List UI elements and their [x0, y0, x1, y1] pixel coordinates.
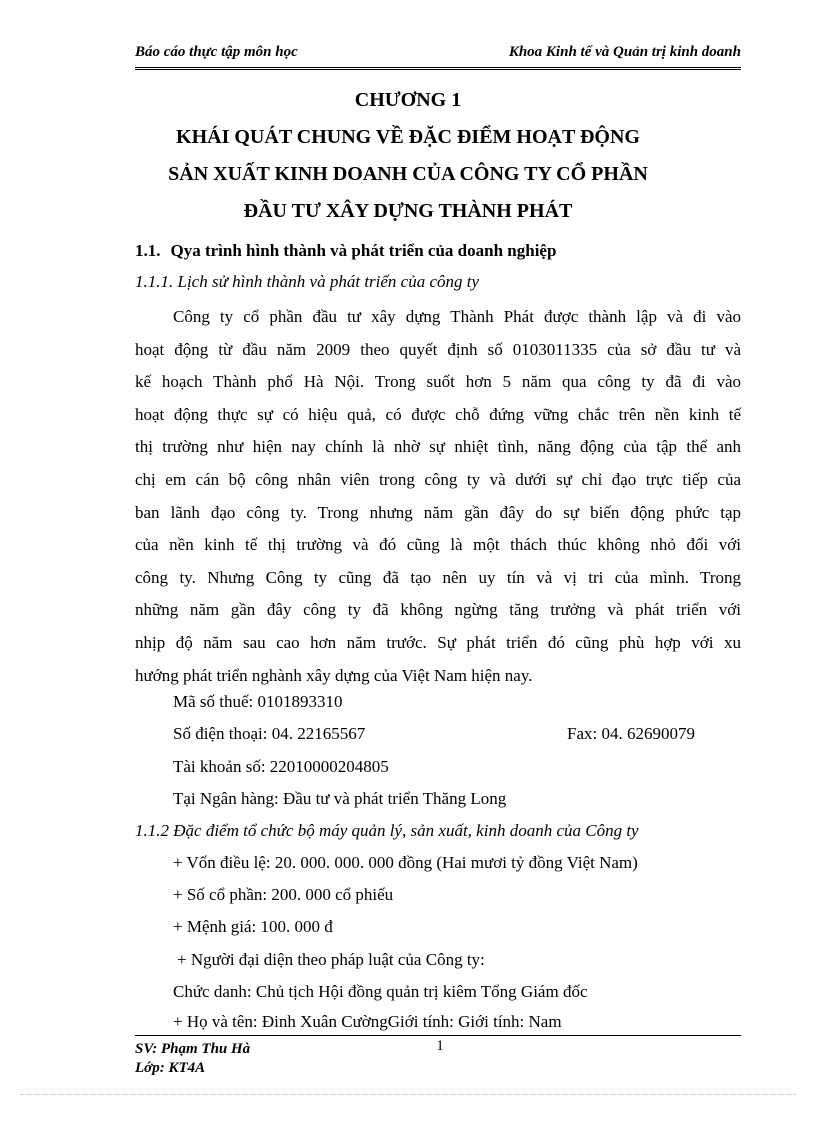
par-value: + Mệnh giá: 100. 000 đ [173, 917, 333, 936]
tax-code: Mã số thuế: 0101893310 [173, 692, 343, 711]
paragraph-line: của nền kinh tế thị trường và đó cũng là một thách thúc không nhỏ đối với [135, 535, 741, 555]
paragraph-line: hoạt động thực sự có hiệu quả, có được chỗ đứng vững chắc trên nền kinh tế [135, 404, 741, 424]
paragraph-line: thị trường như hiện nay chính là nhờ sự nhiệt tình, năng động của tập thể anh [135, 437, 741, 457]
paragraph-line: kế hoạch Thành phố Hà Nội. Trong suốt hơn 5 năm qua công ty đã đi vào [135, 372, 741, 392]
section-1-1-heading [135, 241, 556, 261]
footer-rule [135, 1035, 741, 1036]
paragraph-line: hướng phát triển nghành xây dựng của Việt Nam hiện nay. [135, 665, 533, 685]
section-1-1-1-heading: 1.1.1. Lịch sử hình thành và phát triển của công ty [135, 272, 480, 291]
chapter-title-line-3: ĐẦU TƯ XÂY DỰNG THÀNH PHÁT [243, 200, 573, 222]
phone-number: Số điện thoại: 04. 22165567 [173, 724, 366, 743]
position-title: Chức danh: Chủ tịch Hội đồng quản trị kiêm Tổng Giám đốc [173, 982, 588, 1001]
history-paragraph [135, 301, 741, 692]
paragraph-line: công ty. Nhưng Công ty cũng đã tạo nên uy tín và vị tri của mình. Trong [135, 567, 741, 587]
page-header [135, 44, 741, 66]
share-count: + Số cổ phần: 200. 000 cổ phiếu [173, 885, 394, 904]
footer-student: SV: Phạm Thu Hà [135, 1041, 251, 1057]
header-right: Khoa Kinh tế và Quản trị kinh doanh [508, 44, 741, 60]
paragraph-line: những năm gần đây công ty đã không ngừng tăng trưởng và phát triển với [135, 600, 741, 620]
legal-representative: + Người đại diện theo pháp luật của Công ty: [177, 950, 485, 969]
paragraph-line: ban lãnh đạo công ty. Trong nhưng năm gần đây do sự biến động phức tạp [135, 502, 741, 522]
chapter-heading: CHƯƠNG 1 [354, 89, 462, 111]
paragraph-line: nhịp độ năm sau cao hơn năm trước. Sự phát triển đó cũng phù hợp với xu [135, 632, 741, 652]
chapter-title-line-2: SẢN XUẤT KINH DOANH CỦA CÔNG TY CỔ PHẦN [168, 163, 648, 185]
chapter-title-line-1: KHÁI QUÁT CHUNG VỀ ĐẶC ĐIỂM HOẠT ĐỘNG [176, 126, 640, 148]
section-1-1-2-heading: 1.1.2 Đặc điểm tổ chức bộ máy quản lý, sản xuất, kinh doanh của Công ty [135, 821, 639, 840]
bank-name: Tại Ngân hàng: Đầu tư và phát triển Thăng Long [173, 789, 507, 808]
section-1-1-number: 1.1. [135, 241, 161, 260]
representative-name: + Họ và tên: Đinh Xuân CườngGiới tính: Giới tính: Nam [173, 1012, 562, 1031]
header-left: Báo cáo thực tập môn học [135, 44, 298, 60]
paragraph-line: chị em cán bộ công nhân viên trong công ty và dưới sự chỉ đạo trực tiếp của [135, 469, 741, 489]
section-1-1-title: Qya trình hình thành và phát triển của doanh nghiệp [170, 241, 557, 260]
paragraph-line: Công ty cổ phần đầu tư xây dựng Thành Phát được thành lập và đi vào [173, 307, 741, 326]
footer-class: Lớp: KT4A [135, 1060, 206, 1076]
fax-number: Fax: 04. 62690079 [567, 724, 695, 743]
page-number: 1 [436, 1038, 444, 1054]
bank-account: Tài khoản số: 22010000204805 [173, 757, 389, 776]
paragraph-line: hoạt động từ đầu năm 2009 theo quyết định số 0103011335 của sở đầu tư và [135, 339, 741, 359]
header-rule [135, 67, 741, 70]
charter-capital: + Vốn điều lệ: 20. 000. 000. 000 đồng (Hai mươi tỷ đồng Việt Nam) [173, 853, 638, 872]
page-bottom-divider [20, 1094, 796, 1095]
